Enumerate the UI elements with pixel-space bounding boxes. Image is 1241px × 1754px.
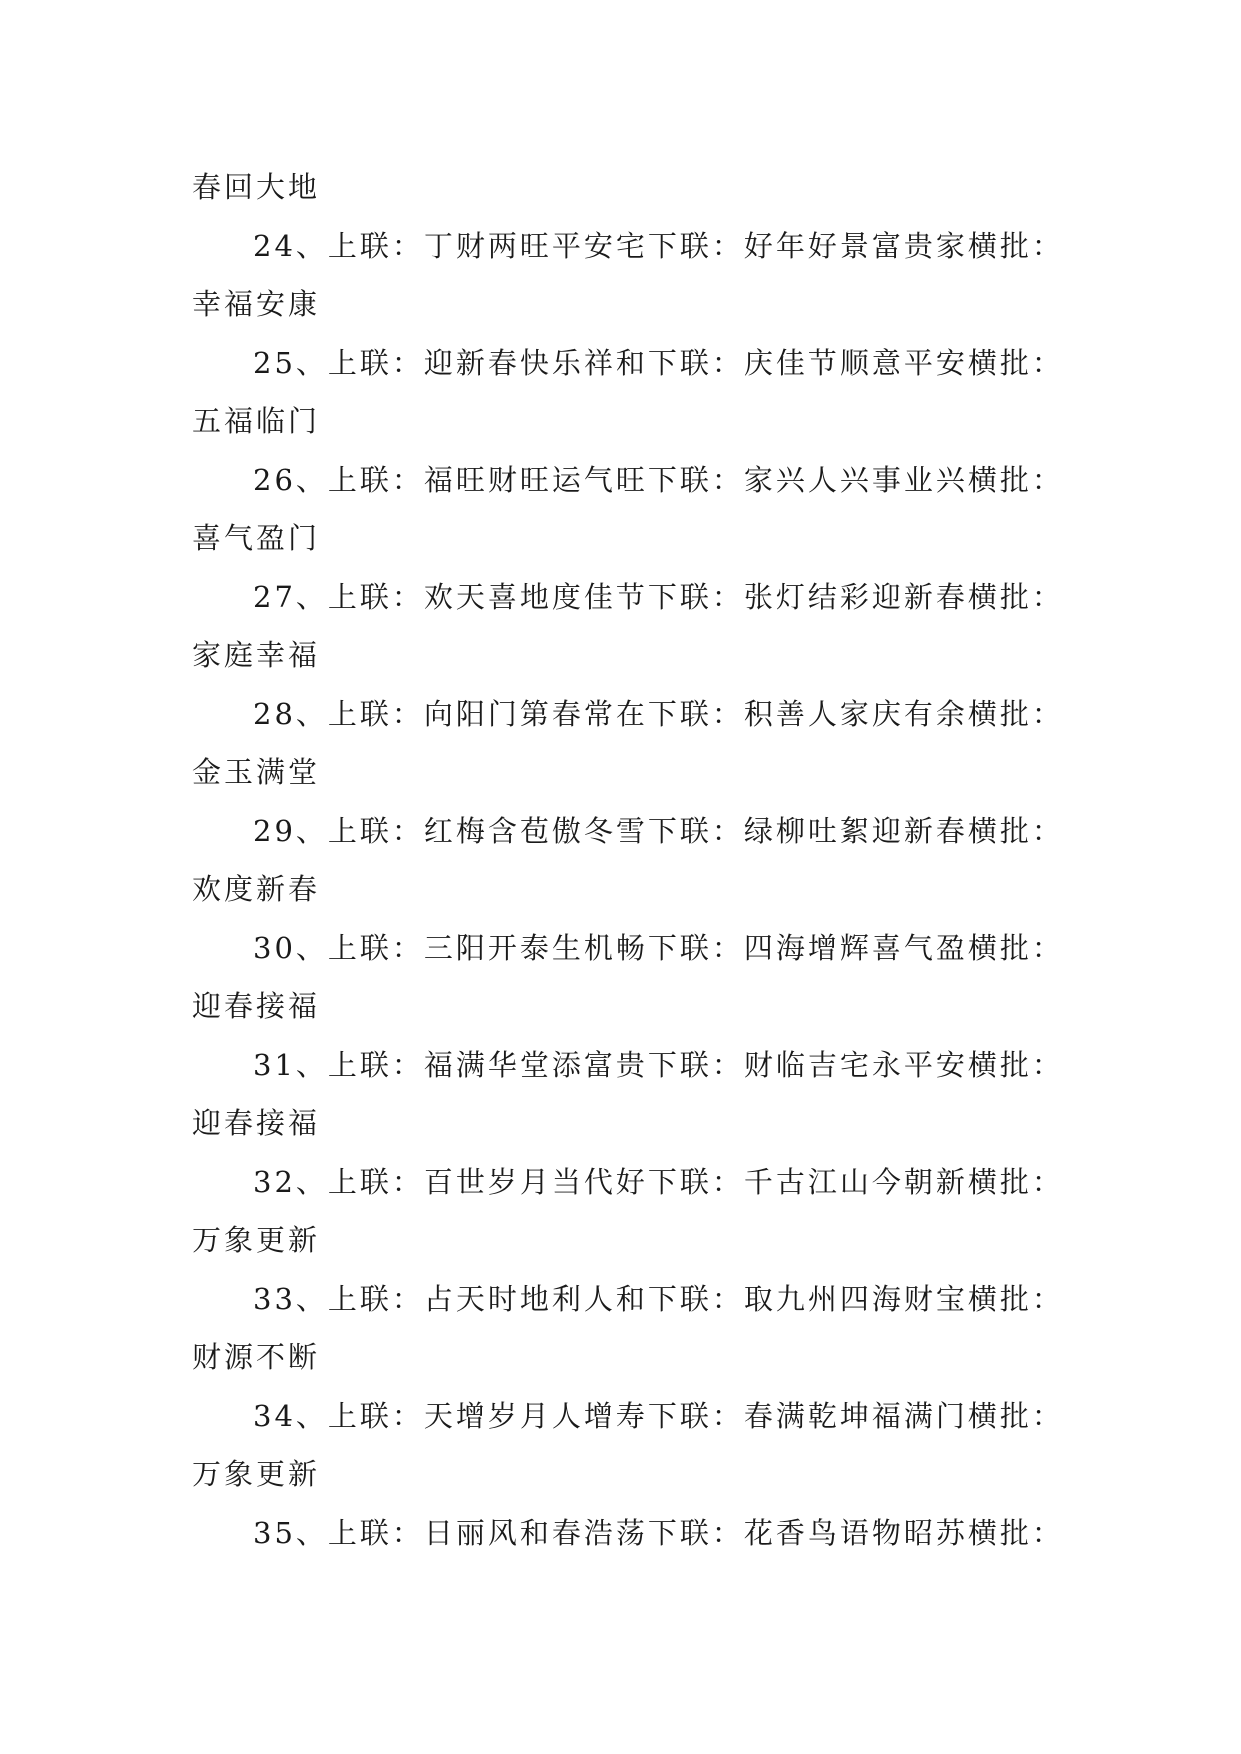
couplet-continuation-line: 万象更新: [192, 1223, 321, 1257]
couplet-continuation-line: 喜气盈门: [192, 521, 321, 555]
couplet-entry-line: 33、上联：占天时地利人和下联：取九州四海财宝横批：: [253, 1281, 1064, 1316]
couplet-entry-line: 24、上联：丁财两旺平安宅下联：好年好景富贵家横批：: [253, 228, 1064, 263]
body-text: [192, 158, 1062, 1562]
couplet-entry-line: 34、上联：天增岁月人增寿下联：春满乾坤福满门横批：: [253, 1398, 1064, 1433]
couplet-continuation-line: 迎春接福: [192, 989, 321, 1023]
couplet-continuation-line: 财源不断: [192, 1340, 321, 1374]
couplet-entry-line: 30、上联：三阳开泰生机畅下联：四海增辉喜气盈横批：: [253, 930, 1064, 965]
couplet-entry-line: 27、上联：欢天喜地度佳节下联：张灯结彩迎新春横批：: [253, 579, 1064, 614]
couplet-continuation-line: 春回大地: [192, 170, 321, 204]
couplet-entry-line: 28、上联：向阳门第春常在下联：积善人家庆有余横批：: [253, 696, 1064, 731]
couplet-entry-line: 31、上联：福满华堂添富贵下联：财临吉宅永平安横批：: [253, 1047, 1064, 1082]
couplet-continuation-line: 迎春接福: [192, 1106, 321, 1140]
couplet-entry-line: 35、上联：日丽风和春浩荡下联：花香鸟语物昭苏横批：: [253, 1515, 1064, 1550]
couplet-entry-line: 25、上联：迎新春快乐祥和下联：庆佳节顺意平安横批：: [253, 345, 1064, 380]
couplet-continuation-line: 家庭幸福: [192, 638, 321, 672]
couplet-entry-line: 26、上联：福旺财旺运气旺下联：家兴人兴事业兴横批：: [253, 462, 1064, 497]
couplet-continuation-line: 欢度新春: [192, 872, 321, 906]
couplet-entry-line: 32、上联：百世岁月当代好下联：千古江山今朝新横批：: [253, 1164, 1064, 1199]
couplet-continuation-line: 五福临门: [192, 404, 321, 438]
couplet-continuation-line: 幸福安康: [192, 287, 321, 321]
couplet-continuation-line: 万象更新: [192, 1457, 321, 1491]
couplet-continuation-line: 金玉满堂: [192, 755, 321, 789]
couplet-entry-line: 29、上联：红梅含苞傲冬雪下联：绿柳吐絮迎新春横批：: [253, 813, 1064, 848]
